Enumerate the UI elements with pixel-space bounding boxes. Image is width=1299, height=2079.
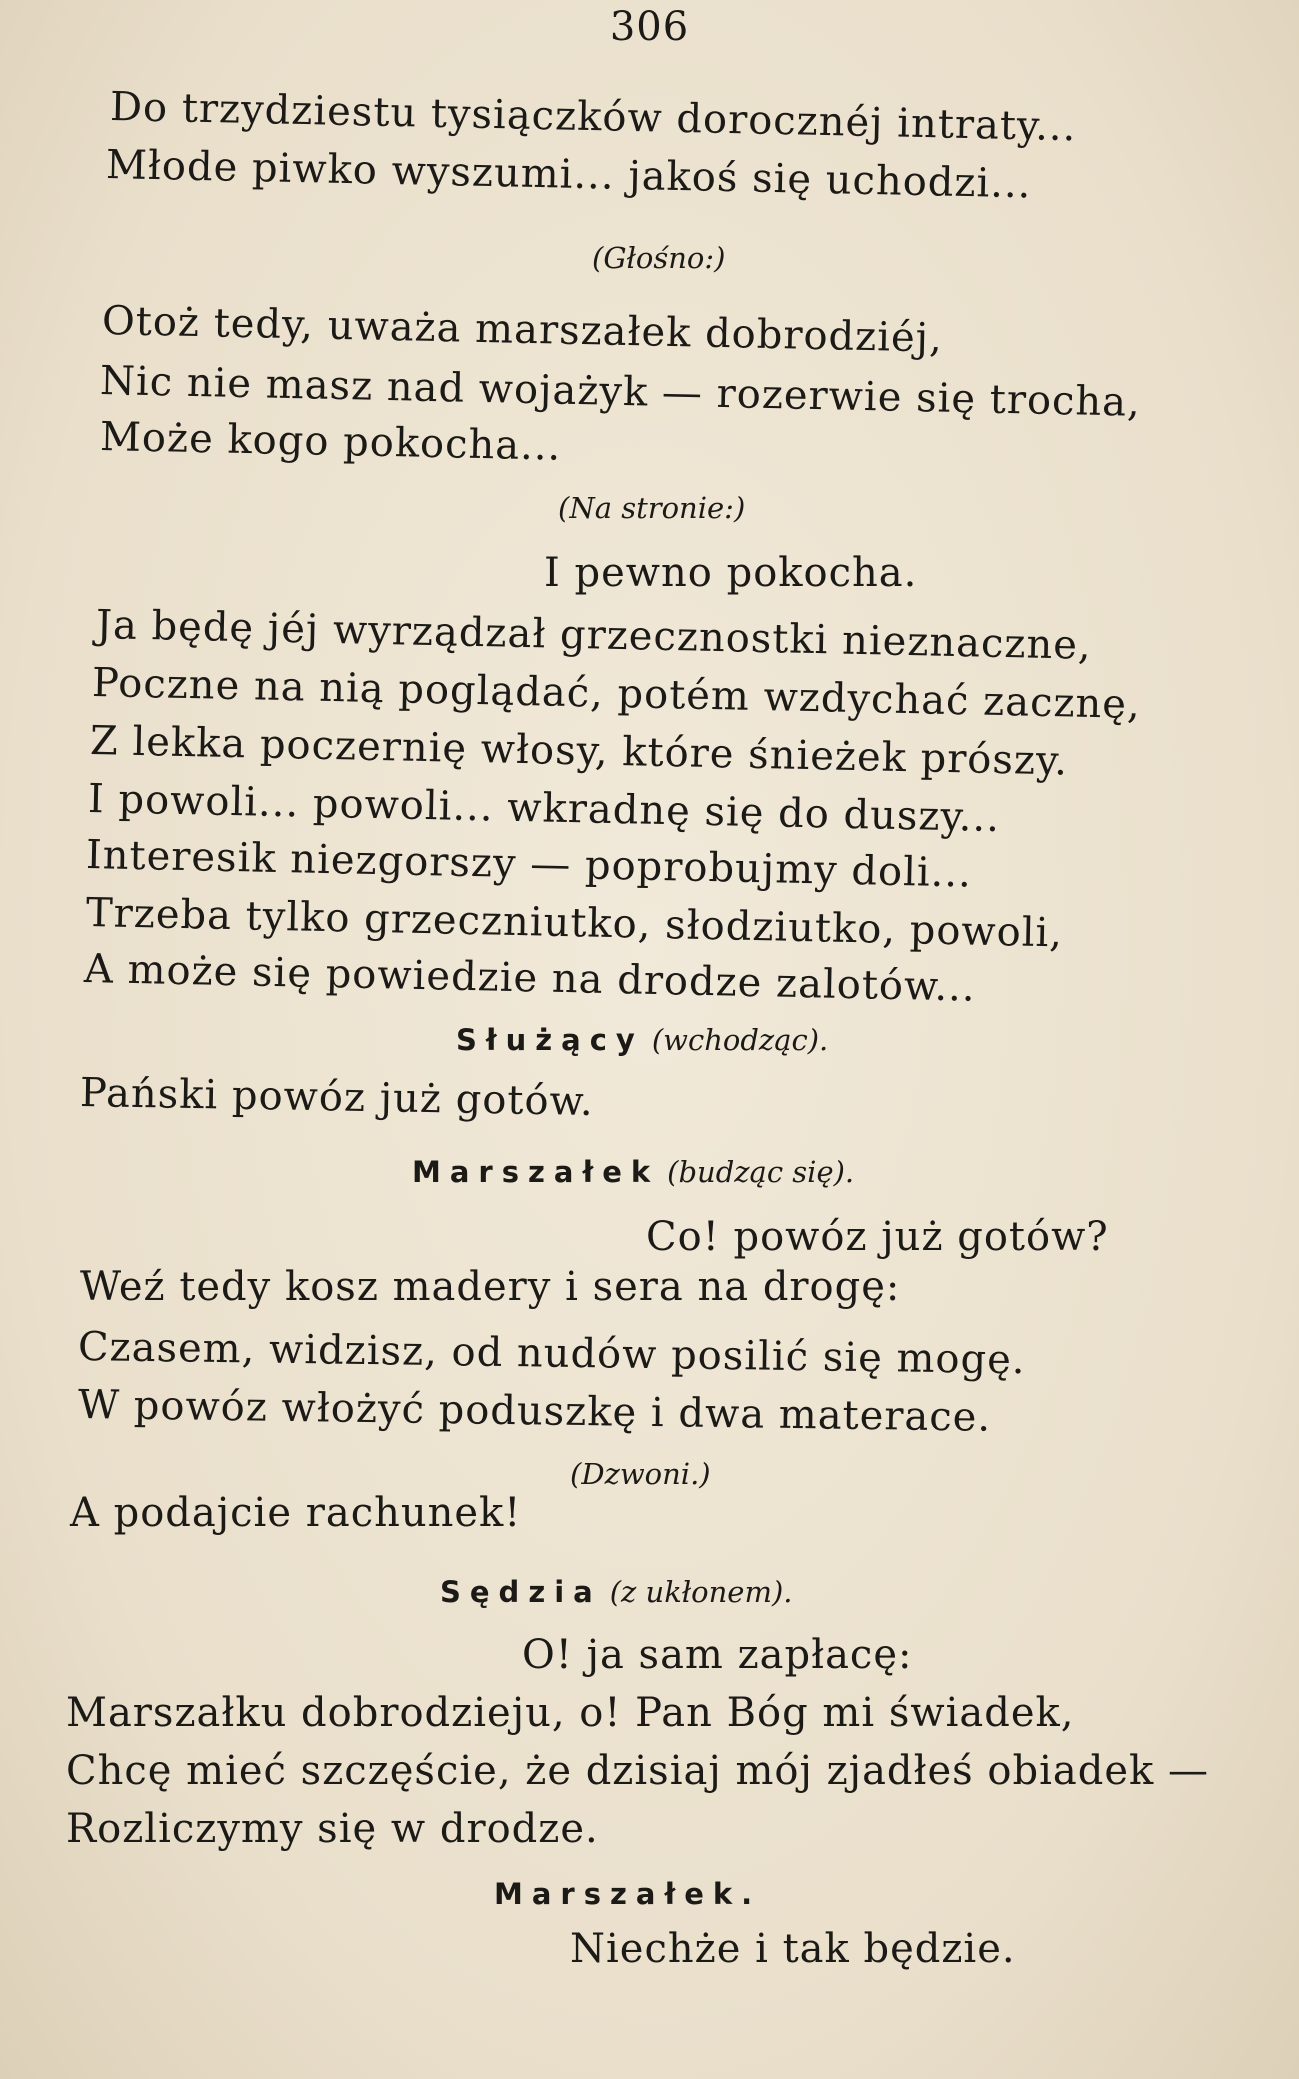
verse-line: Marszałku dobrodzieju, o! Pan Bóg mi świadek, [66, 1690, 1075, 1736]
speaker-name: Służący [456, 1023, 644, 1057]
verse-line: Trzeba tylko grzeczniutko, słodziutko, powoli, [85, 890, 1064, 957]
page-number: 306 [609, 4, 690, 50]
verse-line: A podajcie rachunek! [70, 1490, 522, 1536]
verse-line: Poczne na nią poglądać, potém wzdychać zacznę, [91, 660, 1142, 728]
speaker-name: Sędzia [440, 1575, 602, 1609]
verse-line: O! ja sam zapłacę: [522, 1632, 913, 1678]
verse-line: A może się powiedzie na drodze zalotów... [83, 946, 977, 1011]
speaker-heading [456, 1020, 828, 1060]
verse-line: Co! powóz już gotów? [646, 1214, 1109, 1260]
stage-direction: (wchodząc). [651, 1023, 829, 1057]
verse-line: Młode piwko wyszumi... jakoś się uchodzi... [105, 142, 1032, 208]
verse-line: I powoli... powoli... wkradnę się do duszy... [87, 776, 1001, 842]
verse-line: I pewno pokocha. [544, 550, 918, 596]
verse-line: Czasem, widzisz, od nudów posilić się mogę. [77, 1324, 1026, 1384]
verse-line: Do trzydziestu tysiączków dorocznéj intraty... [109, 84, 1077, 151]
verse-line: Nic nie masz nad wojażyk — rozerwie się trocha, [99, 358, 1142, 426]
speaker-name: Marszałek [412, 1155, 660, 1189]
verse-line: Ja będę jéj wyrządzał grzecznostki nieznaczne, [95, 602, 1093, 669]
verse-line: Może kogo pokocha... [99, 414, 562, 470]
stage-direction: (z ukłonem). [609, 1575, 793, 1609]
verse-line: Otoż tedy, uważa marszałek dobrodziéj, [101, 298, 944, 362]
verse-line: Weź tedy kosz madery i sera na drogę: [80, 1264, 901, 1310]
stage-direction: (Głośno:) [592, 241, 726, 275]
stage-direction: (Dzwoni.) [570, 1457, 711, 1491]
stage-direction: (budząc się). [667, 1155, 855, 1189]
speaker-heading [412, 1152, 854, 1192]
verse-line: Chcę mieć szczęście, że dzisiaj mój zjadłeś obiadek — [66, 1748, 1209, 1794]
speaker-heading [440, 1572, 793, 1612]
verse-line: W powóz włożyć poduszkę i dwa materace. [77, 1382, 992, 1441]
verse-line: Z lekka poczernię włosy, które śnieżek prószy. [89, 718, 1069, 785]
stage-direction: (Na stronie:) [558, 491, 746, 525]
verse-line: Niechże i tak będzie. [570, 1926, 1016, 1972]
speaker-heading [494, 1874, 761, 1914]
speaker-name: Marszałek. [494, 1877, 762, 1911]
verse-line: Rozliczymy się w drodze. [66, 1806, 599, 1852]
verse-line: Pański powóz już gotów. [79, 1070, 595, 1125]
verse-line: Interesik niezgorszy — poprobujmy doli... [85, 832, 973, 897]
